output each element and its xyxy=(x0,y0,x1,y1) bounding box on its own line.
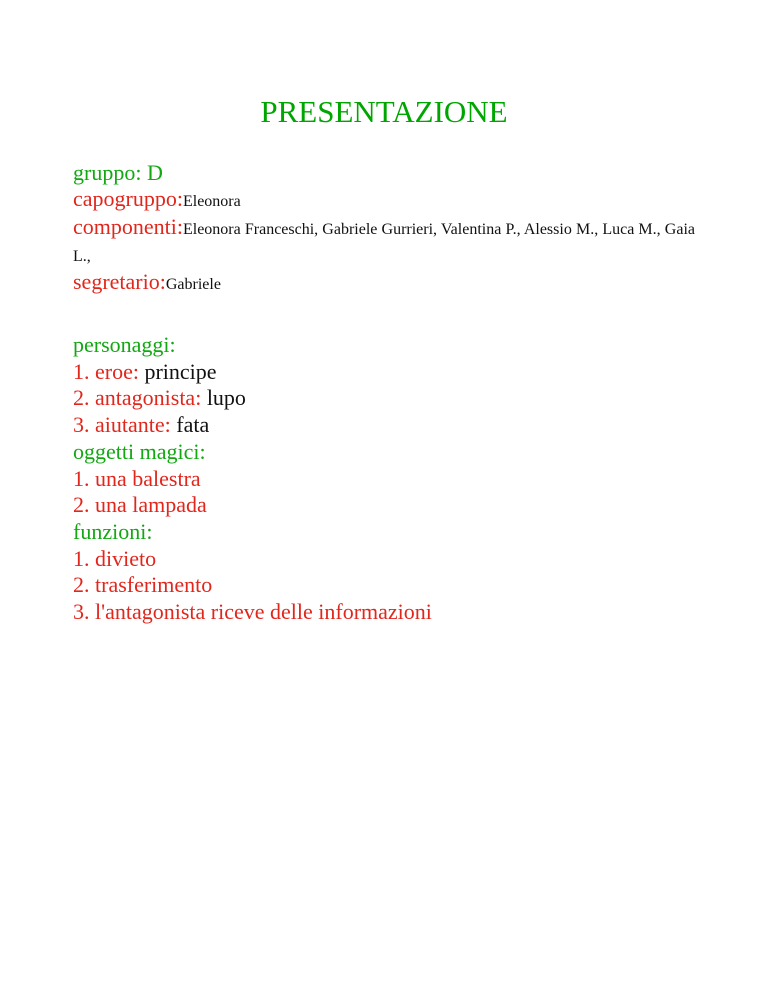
characters-heading: personaggi: xyxy=(73,332,176,357)
secretary-value: Gabriele xyxy=(165,276,221,293)
character-item xyxy=(73,359,713,386)
magic-objects-heading: oggetti magici: xyxy=(73,438,206,464)
secretary-line xyxy=(73,269,695,298)
character-value: principe xyxy=(144,358,217,384)
character-role: 1. eroe: xyxy=(73,358,145,384)
magic-object-item: 1. una balestra xyxy=(73,465,201,491)
group-line: gruppo: D xyxy=(73,160,163,185)
character-item xyxy=(73,385,713,412)
function-item: 1. divieto xyxy=(73,545,157,571)
character-value: lupo xyxy=(206,385,246,411)
story-elements xyxy=(73,332,713,626)
page-title: PRESENTAZIONE xyxy=(260,94,508,129)
group-info xyxy=(73,160,695,298)
functions-heading: funzioni: xyxy=(73,518,153,544)
character-role: 2. antagonista: xyxy=(73,385,207,411)
character-role: 3. aiutante: xyxy=(73,412,177,438)
members-line xyxy=(73,215,695,269)
function-item: 2. trasferimento xyxy=(73,572,213,598)
secretary-label: segretario: xyxy=(73,269,166,294)
leader-value: Eleonora xyxy=(182,193,241,210)
magic-object-item: 2. una lampada xyxy=(73,492,207,518)
members-value: Eleonora Franceschi, Gabriele Gurrieri, Valentina P., Alessio M., Luca M., Gaia L., xyxy=(73,221,695,265)
leader-line xyxy=(73,186,695,215)
members-label: componenti: xyxy=(73,214,183,239)
character-item xyxy=(73,412,713,439)
leader-label: capogruppo: xyxy=(73,186,183,211)
character-value: fata xyxy=(176,412,210,438)
function-item: 3. l'antagonista riceve delle informazioni xyxy=(73,599,432,625)
